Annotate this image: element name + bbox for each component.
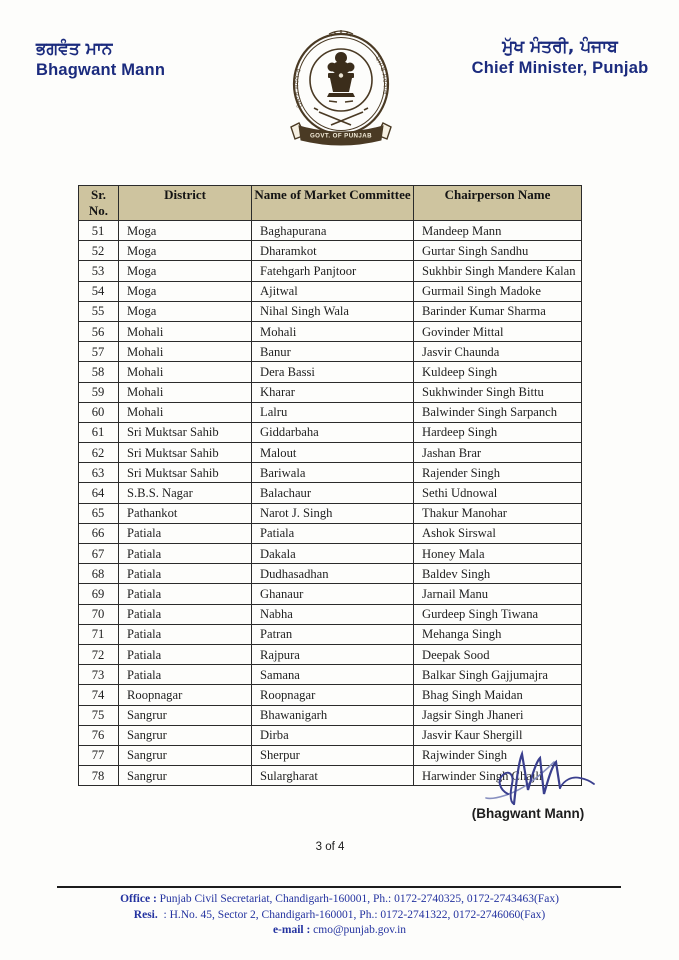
table-cell: 78 <box>79 766 119 786</box>
table-row <box>79 463 582 483</box>
table-row <box>79 221 582 241</box>
table-cell: 52 <box>79 241 119 261</box>
table-cell: Jagsir Singh Jhaneri <box>414 705 582 725</box>
table-cell: 77 <box>79 745 119 765</box>
table-cell: S.B.S. Nagar <box>119 483 252 503</box>
table-cell: Giddarbaha <box>252 422 414 442</box>
table-cell: 68 <box>79 564 119 584</box>
table-row <box>79 241 582 261</box>
table-cell: 75 <box>79 705 119 725</box>
table-cell: Rajender Singh <box>414 463 582 483</box>
table-cell: Sangrur <box>119 705 252 725</box>
table-cell: Ajitwal <box>252 281 414 301</box>
table-row <box>79 604 582 624</box>
table-row <box>79 321 582 341</box>
punjab-government-emblem-icon <box>285 26 397 152</box>
table-cell: Baldev Singh <box>414 564 582 584</box>
table-row <box>79 624 582 644</box>
table-cell: 73 <box>79 665 119 685</box>
table-cell: Ghanaur <box>252 584 414 604</box>
table-cell: Patiala <box>119 544 252 564</box>
table-cell: Sri Muktsar Sahib <box>119 463 252 483</box>
svg-text:ਪੰਜਾਬ ਸਰਕਾਰ <box>292 67 305 110</box>
table-cell: Pathankot <box>119 503 252 523</box>
table-cell: Rajwinder Singh <box>414 745 582 765</box>
cm-name-punjabi: ਭਗਵੰਤ ਮਾਨ <box>36 39 113 59</box>
table-cell: Patiala <box>252 523 414 543</box>
table-cell: Jasvir Kaur Shergill <box>414 725 582 745</box>
footer-office-line <box>0 892 679 908</box>
table-cell: Dera Bassi <box>252 362 414 382</box>
table-cell: Deepak Sood <box>414 644 582 664</box>
table-cell: 59 <box>79 382 119 402</box>
table-row <box>79 382 582 402</box>
table-cell: Gurtar Singh Sandhu <box>414 241 582 261</box>
footer-residence-text: : H.No. 45, Sector 2, Chandigarh-160001, Ph.: 0172-2741322, 0172-2746060(Fax) <box>163 908 546 921</box>
table-row <box>79 523 582 543</box>
column-header-sr-no: Sr. No. <box>79 186 119 221</box>
footer-residence-line <box>0 908 679 924</box>
table-cell: 66 <box>79 523 119 543</box>
footer-office-label: Office : <box>120 893 157 905</box>
table-cell: Ashok Sirswal <box>414 523 582 543</box>
table-cell: 54 <box>79 281 119 301</box>
table-cell: Patran <box>252 624 414 644</box>
table-cell: Mohali <box>119 342 252 362</box>
table-cell: Dudhasadhan <box>252 564 414 584</box>
table-row <box>79 705 582 725</box>
emblem-side-text-right: ਪੰਜਾਬ ਸਰਕਾਰ <box>373 54 390 95</box>
table-cell: Jarnail Manu <box>414 584 582 604</box>
signatory-name: (Bhagwant Mann) <box>471 806 585 821</box>
contact-footer <box>0 892 679 939</box>
table-cell: 58 <box>79 362 119 382</box>
table-cell: Jashan Brar <box>414 443 582 463</box>
table-row <box>79 301 582 321</box>
table-cell: 64 <box>79 483 119 503</box>
table-cell: Hardeep Singh <box>414 422 582 442</box>
table-cell: Fatehgarh Panjtoor <box>252 261 414 281</box>
table-cell: Mohali <box>119 382 252 402</box>
table-cell: 51 <box>79 221 119 241</box>
table-row <box>79 422 582 442</box>
footer-email-line <box>0 923 679 939</box>
table-cell: Sri Muktsar Sahib <box>119 422 252 442</box>
table-cell: Sulargharat <box>252 766 414 786</box>
table-cell: Sukhbir Singh Mandere Kalan <box>414 261 582 281</box>
table-cell: 63 <box>79 463 119 483</box>
table-cell: 61 <box>79 422 119 442</box>
table-cell: Patiala <box>119 604 252 624</box>
table-cell: Sethi Udnowal <box>414 483 582 503</box>
column-header-district: District <box>119 186 252 221</box>
table-cell: 67 <box>79 544 119 564</box>
table-row <box>79 261 582 281</box>
table-cell: Sherpur <box>252 745 414 765</box>
table-row <box>79 665 582 685</box>
table-cell: 62 <box>79 443 119 463</box>
table-cell: Mohali <box>119 362 252 382</box>
table-cell: Nihal Singh Wala <box>252 301 414 321</box>
table-cell: Jasvir Chaunda <box>414 342 582 362</box>
table-header-row <box>79 186 582 221</box>
table-cell: Roopnagar <box>119 685 252 705</box>
table-cell: 55 <box>79 301 119 321</box>
table-cell: Malout <box>252 443 414 463</box>
footer-divider <box>57 886 621 888</box>
table-cell: Samana <box>252 665 414 685</box>
table-cell: Moga <box>119 241 252 261</box>
table-cell: Dharamkot <box>252 241 414 261</box>
table-cell: 65 <box>79 503 119 523</box>
table-cell: 69 <box>79 584 119 604</box>
letterhead-left <box>36 38 165 81</box>
footer-office-text: Punjab Civil Secretariat, Chandigarh-160001, Ph.: 0172-2740325, 0172-2743463(Fax) <box>159 893 559 905</box>
table-cell: Balachaur <box>252 483 414 503</box>
table-cell: Moga <box>119 281 252 301</box>
table-cell: Banur <box>252 342 414 362</box>
table-cell: Govinder Mittal <box>414 321 582 341</box>
table-cell: Bhag Singh Maidan <box>414 685 582 705</box>
table-row <box>79 402 582 422</box>
table-row <box>79 685 582 705</box>
table-cell: Sri Muktsar Sahib <box>119 443 252 463</box>
cm-name-english: Bhagwant Mann <box>36 61 166 79</box>
table-cell: Patiala <box>119 584 252 604</box>
table-cell: Mohali <box>119 402 252 422</box>
table-cell: Roopnagar <box>252 685 414 705</box>
table-cell: Patiala <box>119 644 252 664</box>
table-cell: 72 <box>79 644 119 664</box>
table-row <box>79 443 582 463</box>
cm-title-english: Chief Minister, Punjab <box>471 59 649 77</box>
table-cell: 71 <box>79 624 119 644</box>
table-cell: Kuldeep Singh <box>414 362 582 382</box>
signature-icon <box>480 750 600 810</box>
table-cell: Kharar <box>252 382 414 402</box>
table-cell: Narot J. Singh <box>252 503 414 523</box>
table-cell: Moga <box>119 261 252 281</box>
table-row <box>79 342 582 362</box>
table-cell: Patiala <box>119 624 252 644</box>
letterhead-right <box>462 36 658 79</box>
table-row <box>79 483 582 503</box>
page-number: 3 of 4 <box>315 841 345 853</box>
emblem-ribbon-text: GOVT. OF PUNJAB <box>309 132 373 140</box>
table-row <box>79 564 582 584</box>
table-row <box>79 644 582 664</box>
table-cell: 57 <box>79 342 119 362</box>
emblem-side-text-left: ਪੰਜਾਬ ਸਰਕਾਰ <box>291 67 305 109</box>
table-cell: Harwinder Singh Chajli <box>414 766 582 786</box>
table-cell: 53 <box>79 261 119 281</box>
table-cell: Barinder Kumar Sharma <box>414 301 582 321</box>
table-cell: Nabha <box>252 604 414 624</box>
signature-block <box>448 748 608 828</box>
table-cell: Mandeep Mann <box>414 221 582 241</box>
ashoka-lion-capital-icon <box>327 52 355 97</box>
table-cell: Honey Mala <box>414 544 582 564</box>
table-cell: Sangrur <box>119 725 252 745</box>
cm-title-punjabi: ਮੁੱਖ ਮੰਤਰੀ, ਪੰਜਾਬ <box>502 37 618 57</box>
table-cell: Moga <box>119 301 252 321</box>
table-row <box>79 503 582 523</box>
table-cell: Mehanga Singh <box>414 624 582 644</box>
table-cell: 60 <box>79 402 119 422</box>
table-cell: Mohali <box>119 321 252 341</box>
table-cell: Moga <box>119 221 252 241</box>
table-row <box>79 362 582 382</box>
table-cell: 56 <box>79 321 119 341</box>
table-cell: Bhawanigarh <box>252 705 414 725</box>
table-cell: Dakala <box>252 544 414 564</box>
table-cell: Balkar Singh Gajjumajra <box>414 665 582 685</box>
table-cell: 76 <box>79 725 119 745</box>
table-cell: Patiala <box>119 665 252 685</box>
table-row <box>79 281 582 301</box>
column-header-chairperson: Chairperson Name <box>414 186 582 221</box>
letterhead <box>0 0 679 170</box>
column-header-market-committee: Name of Market Committee <box>252 186 414 221</box>
table-cell: 70 <box>79 604 119 624</box>
table-cell: Rajpura <box>252 644 414 664</box>
table-cell: Gurmail Singh Madoke <box>414 281 582 301</box>
table-cell: Patiala <box>119 523 252 543</box>
table-cell: Dirba <box>252 725 414 745</box>
table-cell: Balwinder Singh Sarpanch <box>414 402 582 422</box>
table-cell: Gurdeep Singh Tiwana <box>414 604 582 624</box>
table-row <box>79 584 582 604</box>
table-cell: 74 <box>79 685 119 705</box>
table-cell: Mohali <box>252 321 414 341</box>
table-cell: Lalru <box>252 402 414 422</box>
footer-email-text: cmo@punjab.gov.in <box>313 924 407 936</box>
table-cell: Thakur Manohar <box>414 503 582 523</box>
table-cell: Sukhwinder Singh Bittu <box>414 382 582 402</box>
table-cell: Sangrur <box>119 766 252 786</box>
table-cell: Sangrur <box>119 745 252 765</box>
table-cell: Bariwala <box>252 463 414 483</box>
table-row <box>79 544 582 564</box>
market-committee-table <box>78 185 582 786</box>
table-row <box>79 725 582 745</box>
footer-email-label: e-mail : <box>272 924 311 936</box>
footer-residence-label: Resi. <box>133 908 158 921</box>
emblem-ribbon <box>291 123 391 145</box>
table-cell: Baghapurana <box>252 221 414 241</box>
table-cell: Patiala <box>119 564 252 584</box>
